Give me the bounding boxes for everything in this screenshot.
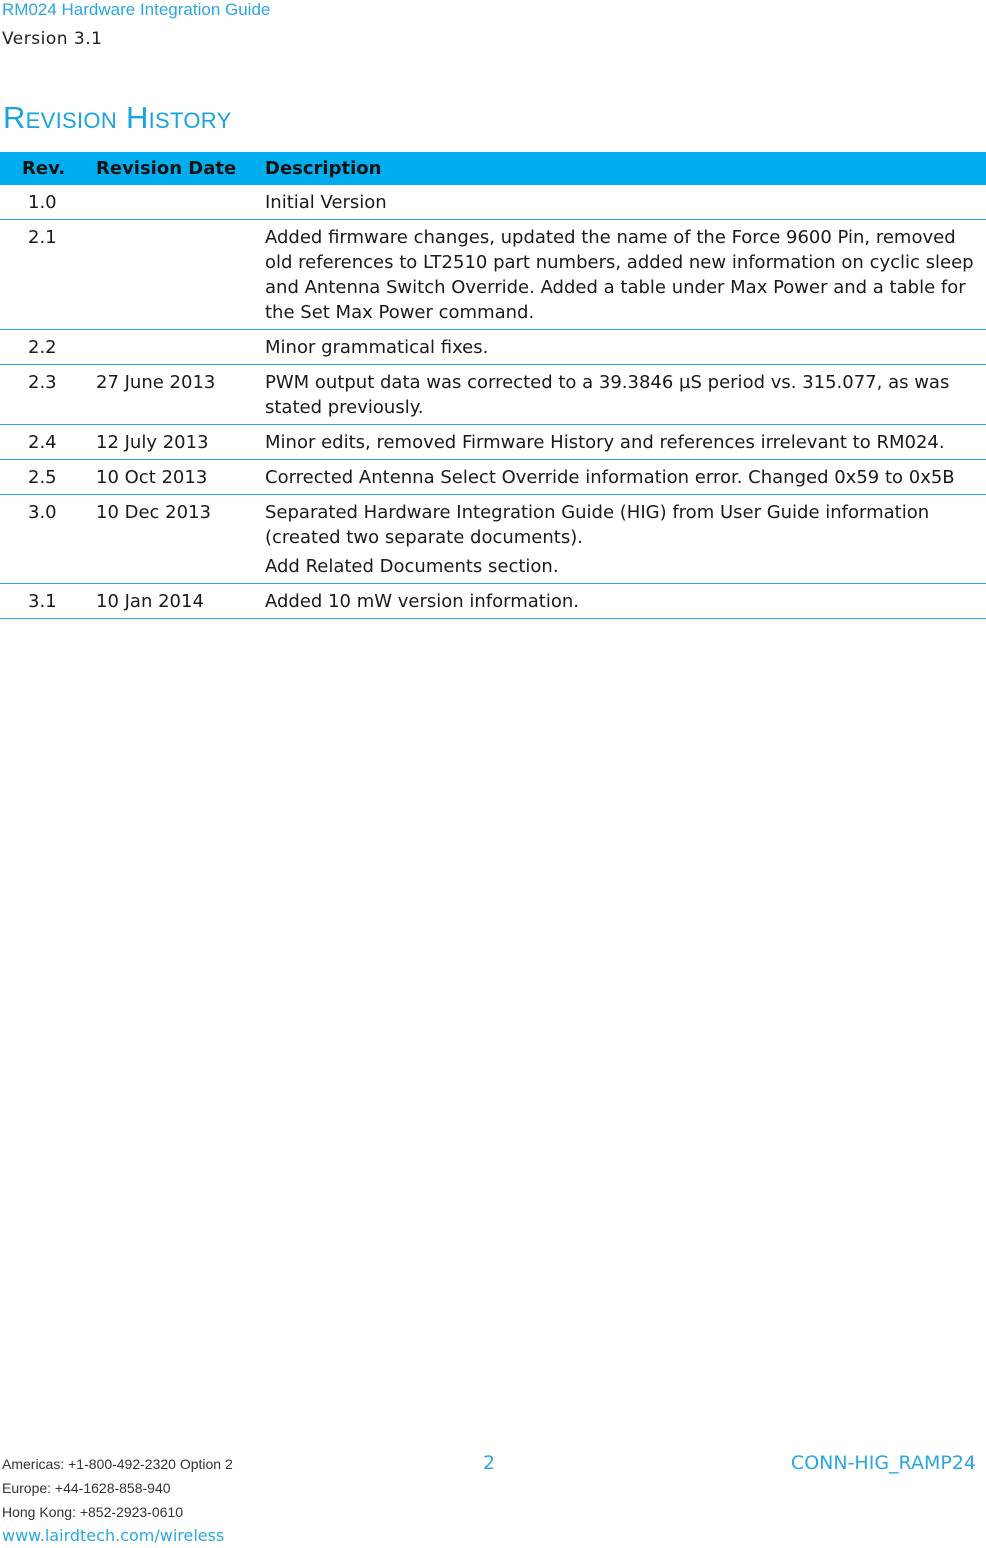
footer-contacts: [2, 1452, 233, 1548]
rev-cell: 2.1: [0, 220, 96, 330]
revision-history-table: [0, 152, 986, 619]
column-header-rev: Rev.: [0, 152, 96, 185]
section-title: Revision History: [3, 100, 232, 135]
rev-cell: 2.2: [0, 330, 96, 365]
description-paragraph: Separated Hardware Integration Guide (HIG) from User Guide information (created two separate documents).: [265, 502, 930, 548]
rev-cell: 3.0: [0, 495, 96, 584]
description-cell: Initial Version: [265, 185, 986, 220]
description-paragraph: Add Related Documents section.: [265, 556, 559, 577]
description-cell: Minor grammatical fixes.: [265, 330, 986, 365]
date-cell: 10 Dec 2013: [96, 495, 265, 584]
rev-cell: 1.0: [0, 185, 96, 220]
document-id: CONN-HIG_RAMP24: [790, 1452, 976, 1474]
description-cell: [265, 495, 986, 584]
description-cell: Added firmware changes, updated the name of the Force 9600 Pin, removed old references to LT2510 part numbers, added new information on cyclic sleep and Antenna Switch Override. Added a table under Max Power and a table for the Set Max Power command.: [265, 220, 986, 330]
description-cell: Corrected Antenna Select Override information error. Changed 0x59 to 0x5B: [265, 460, 986, 495]
table-header-row: [0, 152, 986, 185]
document-version: Version 3.1: [2, 29, 103, 49]
footer-phone-europe: Europe: +44-1628-858-940: [2, 1480, 171, 1496]
table-row: [0, 185, 986, 220]
table-row: [0, 365, 986, 425]
date-cell: 10 Jan 2014: [96, 584, 265, 619]
table-row: [0, 220, 986, 330]
document-title: RM024 Hardware Integration Guide: [2, 0, 271, 19]
description-cell: PWM output data was corrected to a 39.3846 µS period vs. 315.077, as was stated previously.: [265, 365, 986, 425]
table-row: [0, 460, 986, 495]
date-cell: 10 Oct 2013: [96, 460, 265, 495]
footer-phone-hongkong: Hong Kong: +852-2923-0610: [2, 1504, 183, 1520]
page-number: 2: [483, 1452, 496, 1474]
rev-cell: 2.3: [0, 365, 96, 425]
date-cell: 12 July 2013: [96, 425, 265, 460]
description-cell: Minor edits, removed Firmware History and references irrelevant to RM024.: [265, 425, 986, 460]
date-cell: [96, 220, 265, 330]
rev-cell: 3.1: [0, 584, 96, 619]
date-cell: [96, 185, 265, 220]
footer-phone-americas: Americas: +1-800-492-2320 Option 2: [2, 1456, 233, 1472]
table-row: [0, 495, 986, 584]
table-row: [0, 584, 986, 619]
table-row: [0, 330, 986, 365]
date-cell: 27 June 2013: [96, 365, 265, 425]
rev-cell: 2.5: [0, 460, 96, 495]
rev-cell: 2.4: [0, 425, 96, 460]
date-cell: [96, 330, 265, 365]
footer-website-link[interactable]: www.lairdtech.com/wireless: [2, 1526, 225, 1545]
column-header-description: Description: [265, 152, 986, 185]
column-header-date: Revision Date: [96, 152, 265, 185]
description-cell: Added 10 mW version information.: [265, 584, 986, 619]
table-row: [0, 425, 986, 460]
